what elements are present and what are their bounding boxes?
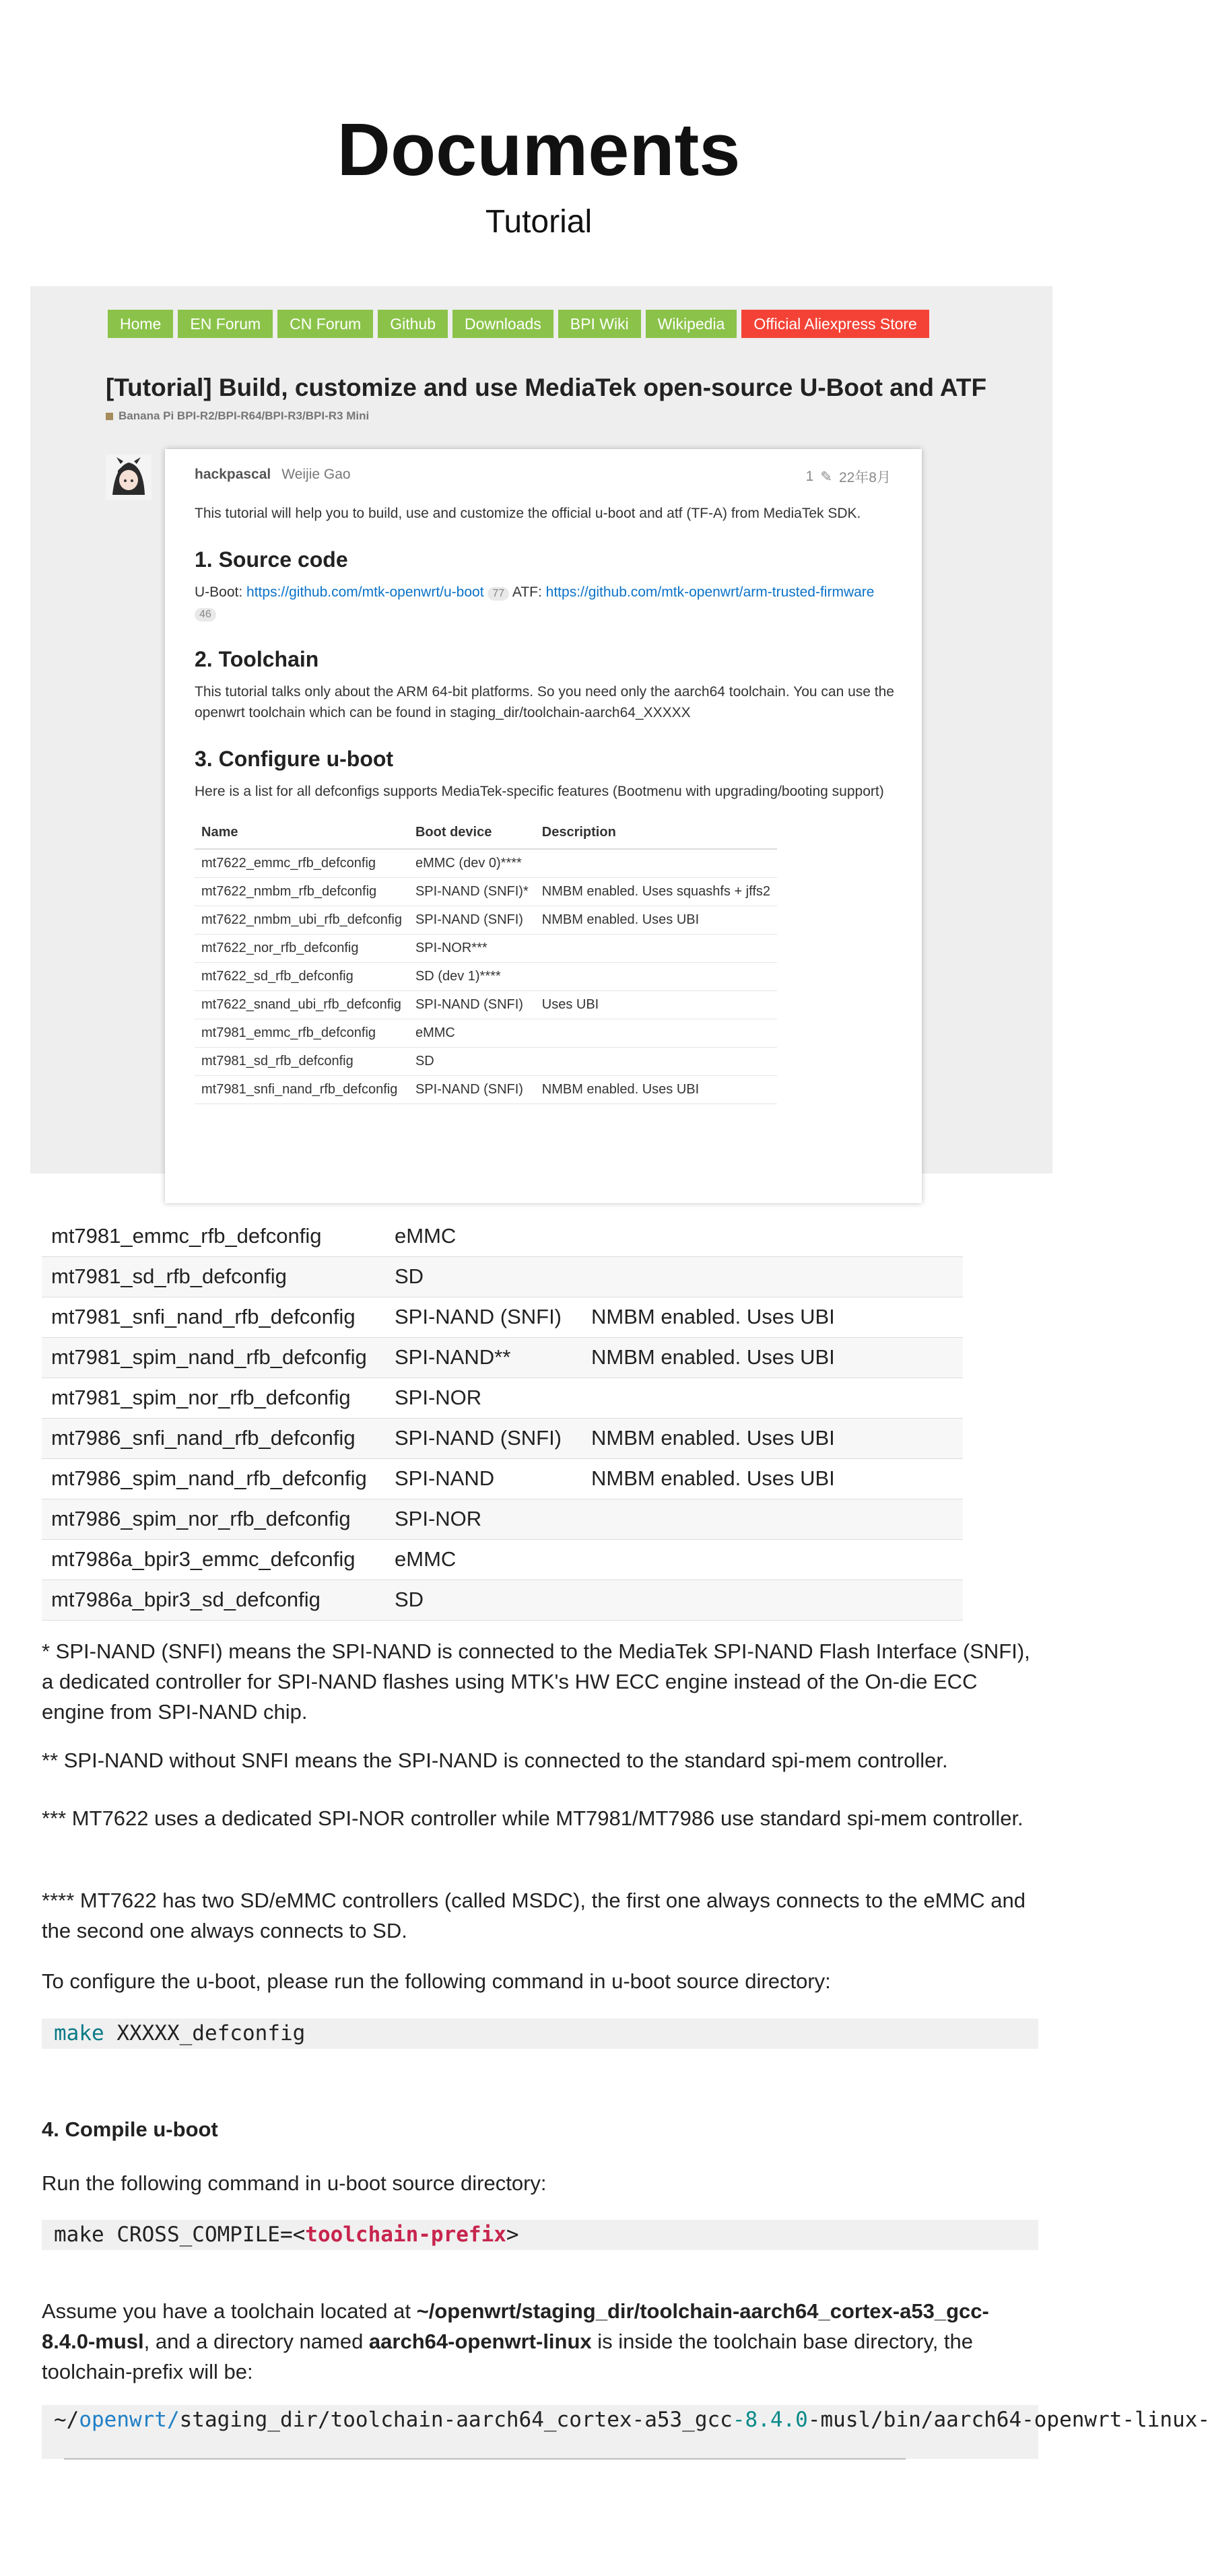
avatar[interactable] [106, 454, 152, 500]
table-row [195, 962, 777, 990]
cell-boot-device: SPI-NAND (SNFI) [385, 1418, 582, 1458]
toolchain-assumption [42, 2296, 1038, 2387]
cell-boot-device: SD [385, 1256, 582, 1297]
cell-description: NMBM enabled. Uses UBI [582, 1297, 963, 1337]
toolchain-dir-name: aarch64-openwrt-linux [368, 2330, 592, 2353]
note-snfi: * SPI-NAND (SNFI) means the SPI-NAND is connected to the MediaTek SPI-NAND Flash Interface (SNFI), a dedicated controller for SPI-NAND flashes using MTK's HW ECC engine instead of the On-die ECC engine from SPI-NAND chip. [42, 1639, 1030, 1724]
cell-name: mt7981_emmc_rfb_defconfig [42, 1216, 385, 1256]
cell-boot-device: eMMC (dev 0)**** [409, 849, 535, 877]
nav-bpi-wiki[interactable]: BPI Wiki [558, 310, 641, 338]
cell-boot-device: SD (dev 1)**** [409, 962, 535, 990]
page-title: Documents [337, 108, 741, 191]
assume-text-b: , and a directory named [143, 2330, 369, 2353]
cell-description [582, 1499, 963, 1539]
assume-text-a: Assume you have a toolchain located at [42, 2299, 417, 2323]
horizontal-scrollbar[interactable] [64, 2458, 906, 2460]
cell-boot-device: SPI-NAND (SNFI) [385, 1297, 582, 1337]
cell-name: mt7981_sd_rfb_defconfig [42, 1256, 385, 1297]
table-row [42, 1458, 963, 1499]
note-msdc: **** MT7622 has two SD/eMMC controllers (called MSDC), the first one always connects to the eMMC and the second one always connects to SD. [42, 1889, 1026, 1942]
path-version: -8.4.0 [732, 2408, 808, 2432]
compile-instruction: Run the following command in u-boot source directory: [42, 2171, 547, 2195]
post-body [195, 503, 895, 1104]
cell-boot-device: eMMC [409, 1019, 535, 1047]
atf-label: ATF: [512, 584, 542, 600]
cell-name: mt7981_spim_nand_rfb_defconfig [42, 1337, 385, 1378]
cell-boot-device: SPI-NOR [385, 1378, 582, 1418]
source-links [195, 582, 895, 623]
uboot-link[interactable]: https://github.com/mtk-openwrt/u-boot [246, 584, 484, 600]
cell-description: Uses UBI [535, 990, 777, 1019]
category-breadcrumb[interactable] [106, 409, 369, 423]
cell-name: mt7622_sd_rfb_defconfig [195, 962, 409, 990]
nav-home[interactable]: Home [108, 310, 173, 338]
cell-boot-device: SPI-NAND (SNFI)* [409, 877, 535, 906]
cell-description [535, 962, 777, 990]
section-source-code: 1. Source code [195, 547, 348, 572]
nav-aliexpress-store[interactable]: Official Aliexpress Store [741, 310, 929, 338]
configure-instruction: To configure the u-boot, please run the following command in u-boot source directory: [42, 1969, 831, 1993]
path-openwrt: openwrt/ [79, 2408, 180, 2432]
cell-description [535, 934, 777, 962]
nav-wikipedia[interactable]: Wikipedia [646, 310, 737, 338]
category-label: Banana Pi BPI-R2/BPI-R64/BPI-R3/BPI-R3 Mini [119, 409, 370, 422]
cell-name: mt7981_snfi_nand_rfb_defconfig [42, 1297, 385, 1337]
section-compile-heading: 4. Compile u-boot [42, 2117, 218, 2141]
table-header-row [195, 817, 777, 849]
cell-description: NMBM enabled. Uses UBI [582, 1337, 963, 1378]
post-date[interactable]: 22年8月 [838, 470, 891, 485]
nav-github[interactable]: Github [378, 310, 448, 338]
forum-navbar [108, 310, 929, 338]
forum-post [165, 449, 922, 1203]
table-row [42, 1297, 963, 1337]
cell-boot-device: SPI-NAND [385, 1458, 582, 1499]
path-end: -musl/bin/aarch64-openwrt-linux- [807, 2408, 1210, 2432]
uboot-label: U-Boot: [195, 584, 243, 600]
table-row [195, 906, 777, 934]
section-toolchain: 2. Toolchain [195, 647, 319, 671]
nav-downloads[interactable]: Downloads [452, 310, 553, 338]
cell-description [582, 1580, 963, 1620]
post-meta [195, 467, 351, 483]
cell-boot-device: SPI-NOR [385, 1499, 582, 1539]
cell-description [582, 1539, 963, 1580]
cell-boot-device: SD [409, 1047, 535, 1075]
post-author[interactable]: hackpascal [195, 467, 271, 482]
cell-name: mt7981_snfi_nand_rfb_defconfig [195, 1075, 409, 1104]
code-make-prefix: make CROSS_COMPILE=< [54, 2223, 306, 2247]
assume-text-c: is inside the toolchain base directory, the toolchain-prefix will be: [42, 2330, 974, 2383]
pencil-icon[interactable]: ✎ [820, 469, 832, 485]
configure-code-block[interactable] [42, 2019, 1038, 2049]
cell-name: mt7622_emmc_rfb_defconfig [195, 849, 409, 877]
cell-description [535, 849, 777, 877]
cell-description [582, 1256, 963, 1297]
note-spi-nor: *** MT7622 uses a dedicated SPI-NOR controller while MT7981/MT7986 use standard spi-mem controller. [42, 1806, 1023, 1830]
topic-title[interactable]: [Tutorial] Build, customize and use MediaTek open-source U-Boot and ATF [106, 374, 987, 401]
defconfig-table [42, 1216, 963, 1621]
configure-text: Here is a list for all defconfigs supports MediaTek-specific features (Bootmenu with upgrading/booting support) [195, 784, 884, 799]
defconfig-table-small [195, 817, 777, 1104]
table-row [195, 877, 777, 906]
table-row [195, 990, 777, 1019]
cell-boot-device: SPI-NOR*** [409, 934, 535, 962]
cell-description [582, 1216, 963, 1256]
cell-description: NMBM enabled. Uses UBI [535, 1075, 777, 1104]
toolchain-path: ~/openwrt/staging_dir/toolchain-aarch64_cortex-a53_gcc-8.4.0-musl [42, 2299, 989, 2353]
avatar-image [106, 454, 152, 500]
cell-name: mt7981_emmc_rfb_defconfig [195, 1019, 409, 1047]
table-row [195, 1075, 777, 1104]
table-row [42, 1499, 963, 1539]
path-middle: staging_dir/toolchain-aarch64_cortex-a53_gcc [179, 2408, 733, 2432]
table-row [42, 1256, 963, 1297]
col-name: Name [195, 817, 409, 849]
table-row [42, 1337, 963, 1378]
uboot-click-count: 77 [488, 587, 509, 601]
cell-name: mt7986_spim_nand_rfb_defconfig [42, 1458, 385, 1499]
cell-name: mt7622_snand_ubi_rfb_defconfig [195, 990, 409, 1019]
table-row [42, 1418, 963, 1458]
cell-name: mt7986a_bpir3_sd_defconfig [42, 1580, 385, 1620]
cell-name: mt7986a_bpir3_emmc_defconfig [42, 1539, 385, 1580]
cell-description: NMBM enabled. Uses UBI [535, 906, 777, 934]
path-tilde: ~/ [54, 2408, 79, 2432]
col-description: Description [535, 817, 777, 849]
cell-boot-device: SPI-NAND (SNFI) [409, 906, 535, 934]
cell-boot-device: eMMC [385, 1539, 582, 1580]
prefix-code-block[interactable] [42, 2405, 1210, 2459]
cell-name: mt7622_nor_rfb_defconfig [195, 934, 409, 962]
post-author-name: Weijie Gao [281, 467, 351, 482]
page-subtitle: Tutorial [485, 204, 593, 240]
cell-name: mt7981_spim_nor_rfb_defconfig [42, 1378, 385, 1418]
note-spi-mem: ** SPI-NAND without SNFI means the SPI-NAND is connected to the standard spi-mem controller. [42, 1749, 948, 1772]
cell-boot-device: SPI-NAND** [385, 1337, 582, 1378]
cell-description: NMBM enabled. Uses UBI [582, 1458, 963, 1499]
code-toolchain-prefix: toolchain-prefix [305, 2223, 506, 2247]
table-row [42, 1378, 963, 1418]
cell-boot-device: SD [385, 1580, 582, 1620]
cell-boot-device: eMMC [385, 1216, 582, 1256]
atf-click-count: 46 [195, 608, 216, 621]
nav-cn-forum[interactable]: CN Forum [277, 310, 373, 338]
cell-name: mt7986_snfi_nand_rfb_defconfig [42, 1418, 385, 1458]
code-argument: XXXXX_defconfig [104, 2021, 306, 2045]
cell-name: mt7622_nmbm_ubi_rfb_defconfig [195, 906, 409, 934]
col-boot-device: Boot device [409, 817, 535, 849]
atf-link[interactable]: https://github.com/mtk-openwrt/arm-trusted-firmware [545, 584, 875, 600]
cell-description [535, 1047, 777, 1075]
toolchain-text: This tutorial talks only about the ARM 64-bit platforms. So you need only the aarch64 toolchain. You can use the openwrt toolchain which can be found in staging_dir/toolchain-aarch64_XXXXX [195, 684, 894, 720]
section-configure: 3. Configure u-boot [195, 747, 394, 771]
table-row [42, 1580, 963, 1620]
cell-description [582, 1378, 963, 1418]
cell-name: mt7986_spim_nor_rfb_defconfig [42, 1499, 385, 1539]
edit-count[interactable]: 1 [805, 469, 814, 484]
cell-description [535, 1019, 777, 1047]
table-row [42, 1216, 963, 1256]
post-intro: This tutorial will help you to build, use and customize the official u-boot and atf (TF-A) from MediaTek SDK. [195, 506, 861, 521]
table-row [195, 849, 777, 877]
table-row [42, 1539, 963, 1580]
table-row [195, 1019, 777, 1047]
post-date-area [806, 467, 891, 487]
table-row [195, 1047, 777, 1075]
code-keyword: make [54, 2021, 104, 2045]
category-color-badge [106, 413, 113, 420]
compile-code-block[interactable] [42, 2220, 1038, 2250]
cell-description: NMBM enabled. Uses UBI [582, 1418, 963, 1458]
nav-en-forum[interactable]: EN Forum [178, 310, 273, 338]
code-suffix: > [506, 2223, 519, 2247]
forum-screenshot [30, 286, 1052, 1174]
table-row [195, 934, 777, 962]
cell-name: mt7622_nmbm_rfb_defconfig [195, 877, 409, 906]
cell-name: mt7981_sd_rfb_defconfig [195, 1047, 409, 1075]
cell-description: NMBM enabled. Uses squashfs + jffs2 [535, 877, 777, 906]
cell-boot-device: SPI-NAND (SNFI) [409, 1075, 535, 1104]
cell-boot-device: SPI-NAND (SNFI) [409, 990, 535, 1019]
